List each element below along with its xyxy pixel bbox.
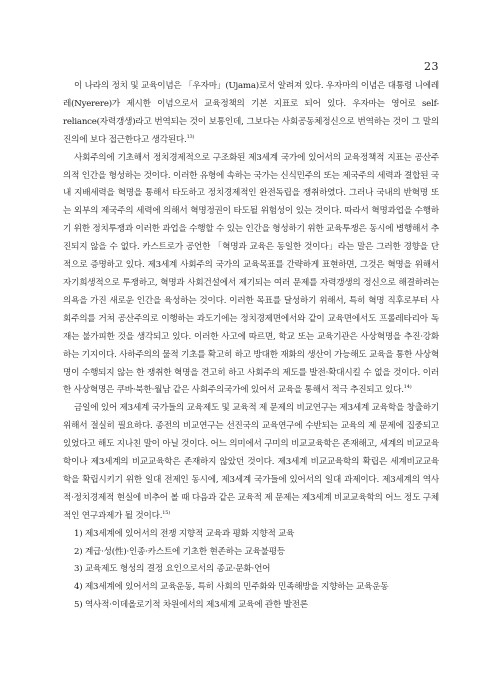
paragraph-1-text: 이 나라의 정치 및 교육이념은 「우자마」(Ujama)로서 알려져 있다. 우자마의 이념은 대통령 니에레레(Nyerere)가 제시한 이념으로서 교육정책의 기본 지표로 되어 있다. 우자마는 영어로 self-reliance(자력갱생)라고 번역되는 것이 보통인데, 그보다는 사회공동체정신으로 번역하는 것이 그 말의 진의에 보다 접근한다고 생각된다. [63,81,439,145]
research-topics-list [63,526,439,616]
list-item: 2) 계급·성(性)·인종·카스트에 기초한 현존하는 교육불평등 [74,546,285,557]
paragraph-2 [63,150,439,401]
footnote-ref-13[interactable]: 13) [186,133,195,140]
list-item: 4) 제3세계에 있어서의 교육운동, 특히 사회의 민주화와 민족해방을 지향하는 교육운동 [74,582,389,593]
body-text [63,78,439,615]
list-item: 5) 역사적·이데올로기적 차원에서의 제3세계 교육에 관한 발전론 [74,600,308,611]
paragraph-3-text: 금일에 있어 제3세계 국가들의 교육제도 및 교육적 제 문제의 비교연구는 제3세계 교육학을 창출하기 위해서 절실히 필요하다. 종전의 비교연구는 선진국의 교육연구에 수반되는 교육의 제 문제에 집중되고 있었다고 해도 지나친 말이 아닐 것이다. 어느 의미에서 구미의 비교교육학은 존재해고, 세계의 비교교육학이나 제3세계의 비교교육학은 존재하지 않았던 것이다. 제3세계 비교교육학의 확립은 세계비교교육학을 확립시키기 위한 일대 전제인 동시에, 제3세계 국가들에 있어서의 일대 과제이다. 제3세계의 역사적·정치경제적 현실에 비추어 볼 때 다음과 같은 교육적 제 문제는 제3세계 비교교육학의 어느 정도 구체적인 연구과제가 될 것이다. [63,403,439,521]
page-number: 23 [424,60,439,73]
footnote-ref-15[interactable]: 15) [162,509,170,516]
paragraph-3 [63,400,439,525]
footnote-ref-14[interactable]: 14) [403,384,412,391]
paragraph-1 [63,78,439,150]
list-item: 3) 교육제도 형성의 결정 요인으로서의 종교·문화·언어 [74,564,271,575]
paragraph-2-text: 사회주의에 기초해서 정치경제적으로 구조화된 제3세계 국가에 있어서의 교육정책적 지표는 공산주의적 인간을 형성하는 것이다. 이러한 유형에 속하는 국가는 신식민주의 또는 제국주의 세력과 결합된 국내 지배세력을 혁명을 통해서 타도하고 정치경제적인 완전독립을 쟁취하였다. 그러나 국내의 반혁명 또는 외부의 제국주의 세력에 의해서 혁명정권이 타도될 위험성이 있는 것이다. 따라서 혁명과업을 수행하기 위한 정치투쟁과 이러한 과업을 수행할 수 있는 인간을 형성하기 위한 교육투쟁은 동시에 병행해서 추진되지 않을 수 없다. 카스트로가 공언한 「혁명과 교육은 동일한 것이다」라는 말은 그러한 경향을 단적으로 증명하고 있다. 제3세계 사회주의 국가의 교육목표를 간략하게 표현하면, 그것은 혁명을 위해서 자기희생적으로 투쟁하고, 혁명과 사회건설에서 제기되는 여러 문제를 자력갱생의 정신으로 해결하려는 의욕을 가진 새로운 인간을 육성하는 것이다. 이러한 목표를 달성하기 위해서, 특히 혁명 직후로부터 사회주의를 거쳐 공산주의로 이행하는 과도기에는 정치경제면에서와 같이 교육면에서도 프롤레타리아 독재는 불가피한 것을 생각되고 있다. 이러한 사고에 따르면, 학교 또는 교육기관은 사상혁명을 추진·강화하는 기지이다. 사하주의의 물적 기초를 확고히 하고 방대한 재화의 생산이 가능해도 교육을 통한 사상혁명이 수행되지 않는 한 쟁취한 혁명을 견고히 하고 사회주의 제도를 발전·확대시킬 수 없을 것이다. 이러한 사상혁명은 쿠바·북한·월남 같은 사회주의국가에 있어서 교육을 통해서 적극 추진되고 있다. [63,152,439,396]
list-item: 1) 제3세계에 있어서의 전쟁 지향적 교육과 평화 지향적 교육 [74,528,295,539]
